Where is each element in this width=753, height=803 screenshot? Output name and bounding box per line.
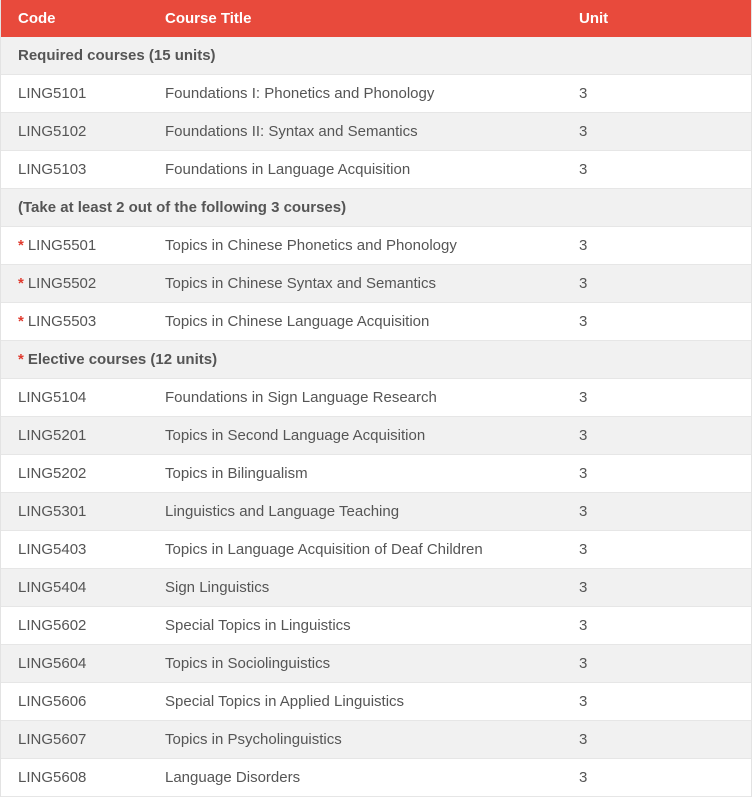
course-title: Topics in Chinese Phonetics and Phonology — [165, 237, 457, 254]
course-code: LING5602 — [18, 617, 87, 634]
course-title: Linguistics and Language Teaching — [165, 503, 400, 520]
course-unit: 3 — [579, 313, 588, 330]
course-code: LING5102 — [18, 123, 87, 140]
course-code: LING5502 — [27, 275, 97, 292]
course-unit: 3 — [579, 731, 588, 748]
table-row — [1, 265, 751, 303]
course-title: Foundations II: Syntax and Semantics — [165, 123, 418, 140]
course-code-cell — [1, 237, 165, 254]
table-row — [1, 683, 751, 721]
table-row — [1, 303, 751, 341]
course-code: LING5103 — [18, 161, 87, 178]
course-title: Foundations I: Phonetics and Phonology — [165, 85, 435, 102]
course-title: Topics in Sociolinguistics — [165, 655, 331, 672]
table-row — [1, 607, 751, 645]
course-unit: 3 — [579, 769, 588, 786]
section-label-text: Required courses (15 units) — [18, 47, 216, 64]
course-code: LING5101 — [18, 85, 87, 102]
table-body — [1, 37, 751, 797]
course-code-cell — [1, 655, 165, 672]
course-unit: 3 — [579, 541, 588, 558]
course-unit: 3 — [579, 693, 588, 710]
course-code: LING5403 — [18, 541, 87, 558]
course-title: Topics in Chinese Language Acquisition — [165, 313, 430, 330]
course-code: LING5604 — [18, 655, 87, 672]
course-unit: 3 — [579, 161, 588, 178]
course-code: LING5501 — [27, 237, 97, 254]
course-code: LING5301 — [18, 503, 87, 520]
course-code-cell — [1, 731, 165, 748]
course-code-cell — [1, 313, 165, 330]
course-title: Topics in Second Language Acquisition — [165, 427, 426, 444]
course-code: LING5607 — [18, 731, 87, 748]
table-row — [1, 417, 751, 455]
course-title: Foundations in Sign Language Research — [165, 389, 437, 406]
course-unit: 3 — [579, 427, 588, 444]
course-code-cell — [1, 503, 165, 520]
table-row — [1, 645, 751, 683]
course-unit: 3 — [579, 617, 588, 634]
course-code: LING5404 — [18, 579, 87, 596]
course-code-cell — [1, 123, 165, 140]
table-row — [1, 721, 751, 759]
course-unit: 3 — [579, 503, 588, 520]
table-row — [1, 113, 751, 151]
required-star-icon: * — [18, 275, 24, 292]
course-title: Language Disorders — [165, 769, 301, 786]
course-code: LING5606 — [18, 693, 87, 710]
course-title: Sign Linguistics — [165, 579, 270, 596]
course-code-cell — [1, 161, 165, 178]
course-code: LING5202 — [18, 465, 87, 482]
course-title: Topics in Bilingualism — [165, 465, 308, 482]
header-unit: Unit — [579, 10, 609, 27]
course-code-cell — [1, 693, 165, 710]
course-code-cell — [1, 769, 165, 786]
section-label — [1, 47, 216, 64]
course-code-cell — [1, 541, 165, 558]
table-header — [1, 0, 751, 37]
course-code-cell — [1, 389, 165, 406]
course-unit: 3 — [579, 579, 588, 596]
table-row — [1, 569, 751, 607]
course-code-cell — [1, 579, 165, 596]
section-label-text: (Take at least 2 out of the following 3 courses) — [18, 199, 347, 216]
course-unit: 3 — [579, 275, 588, 292]
course-title: Topics in Psycholinguistics — [165, 731, 342, 748]
course-code-cell — [1, 617, 165, 634]
section-header-row — [1, 189, 751, 227]
course-unit: 3 — [579, 465, 588, 482]
course-title: Special Topics in Applied Linguistics — [165, 693, 405, 710]
header-course-title: Course Title — [165, 10, 252, 27]
course-code: LING5201 — [18, 427, 87, 444]
table-row — [1, 531, 751, 569]
course-title: Topics in Chinese Syntax and Semantics — [165, 275, 436, 292]
required-star-icon: * — [18, 237, 24, 254]
table-row — [1, 379, 751, 417]
table-row — [1, 227, 751, 265]
course-unit: 3 — [579, 655, 588, 672]
course-unit: 3 — [579, 123, 588, 140]
header-code: Code — [18, 10, 56, 27]
course-code-cell — [1, 427, 165, 444]
section-label — [1, 199, 346, 216]
table-row — [1, 75, 751, 113]
section-header-row — [1, 341, 751, 379]
section-header-row — [1, 37, 751, 75]
table-row — [1, 759, 751, 797]
required-star-icon: * — [18, 313, 24, 330]
course-code: LING5608 — [18, 769, 87, 786]
course-unit: 3 — [579, 85, 588, 102]
table-row — [1, 493, 751, 531]
course-code-cell — [1, 85, 165, 102]
course-code: LING5104 — [18, 389, 87, 406]
required-star-icon: * — [18, 351, 24, 368]
course-title: Foundations in Language Acquisition — [165, 161, 411, 178]
course-code-cell — [1, 465, 165, 482]
course-title: Special Topics in Linguistics — [165, 617, 351, 634]
table-row — [1, 151, 751, 189]
course-unit: 3 — [579, 237, 588, 254]
course-title: Topics in Language Acquisition of Deaf Children — [165, 541, 483, 558]
course-code-cell — [1, 275, 165, 292]
course-unit: 3 — [579, 389, 588, 406]
course-code: LING5503 — [27, 313, 97, 330]
table-row — [1, 455, 751, 493]
section-label-text: Elective courses (12 units) — [27, 351, 218, 368]
section-label — [1, 351, 217, 368]
